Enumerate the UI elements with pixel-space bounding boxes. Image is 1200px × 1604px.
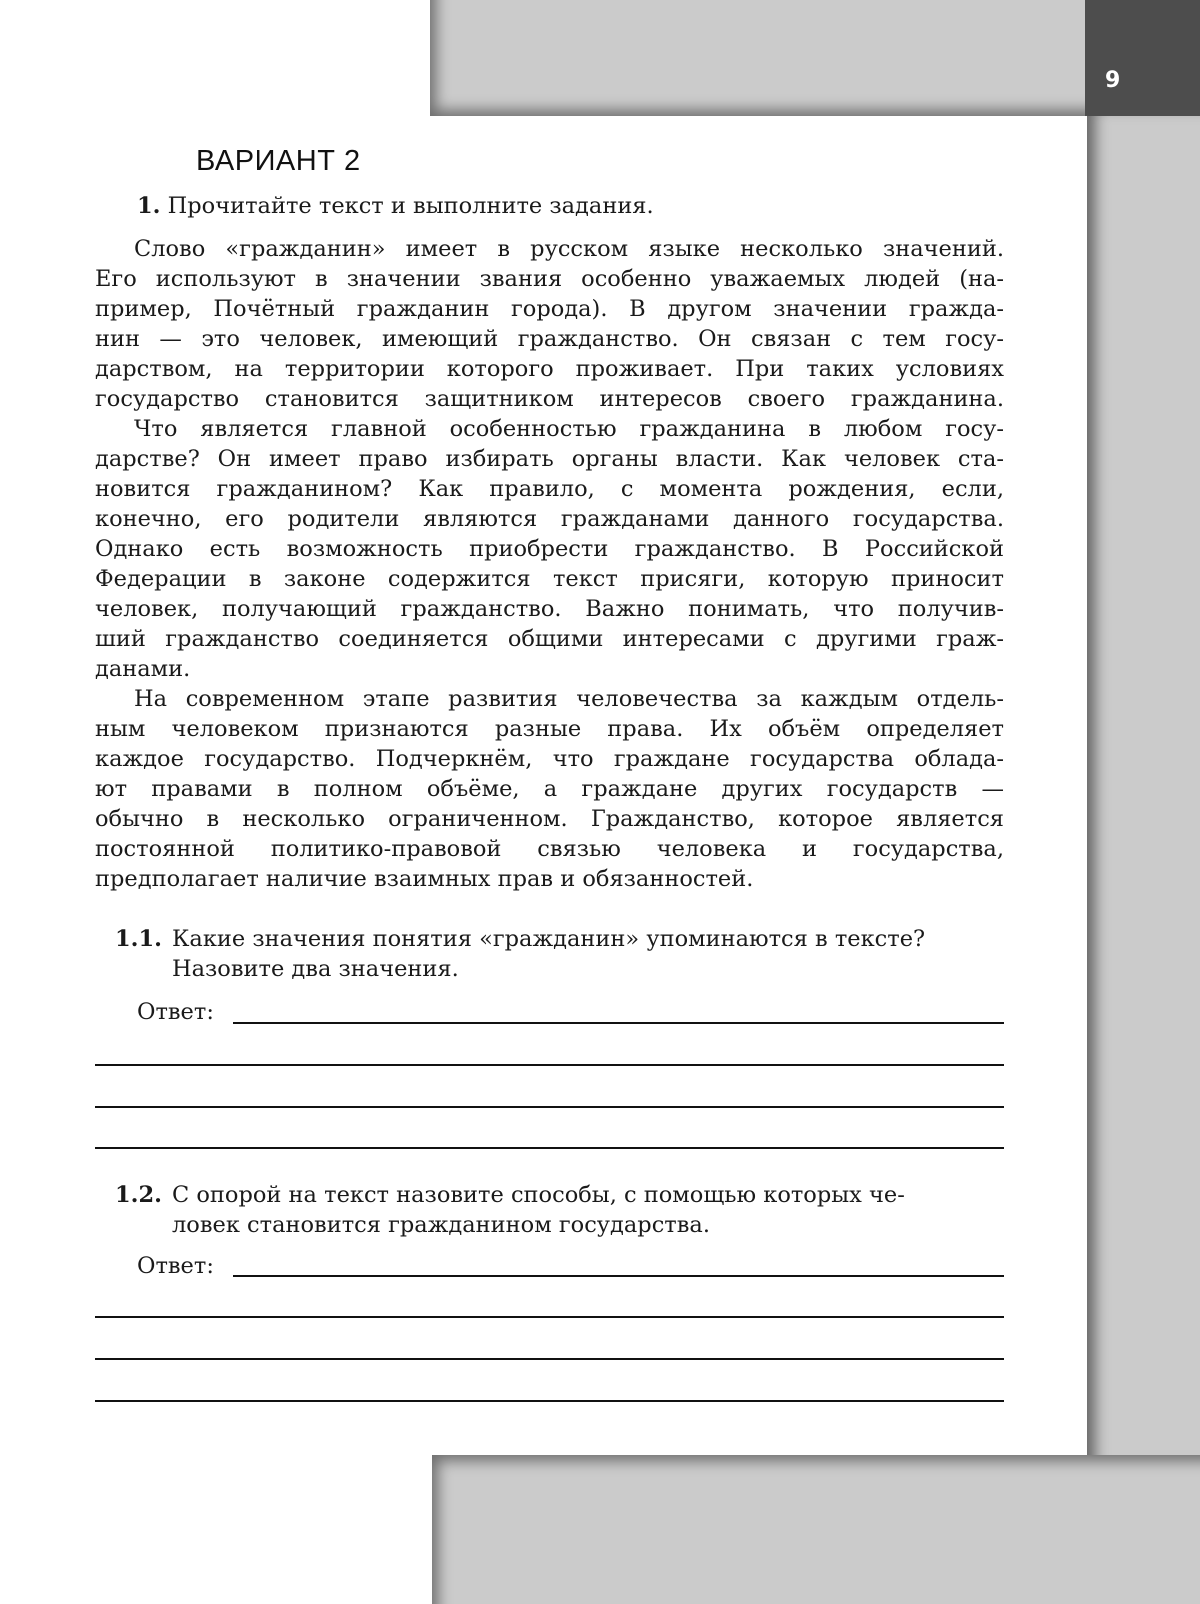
passage-line: человек, получающий гражданство. Важно понимать, что получив- (95, 596, 1004, 622)
passage-line: нин — это человек, имеющий гражданство. Он связан с тем госу- (95, 326, 1004, 352)
passage-line: ший гражданство соединяется общими интересами с другими граж- (95, 626, 1004, 652)
passage-line: данами. (95, 656, 191, 682)
passage-line: дарстве? Он имеет право избирать органы власти. Как человек ста- (95, 446, 1004, 472)
passage-line: новится гражданином? Как правило, с момента рождения, если, (95, 476, 1004, 502)
passage-line: Однако есть возможность приобрести гражданство. В Российской (95, 536, 1004, 562)
answer-line-2[interactable] (95, 1064, 1004, 1066)
answer-label: Ответ: (137, 999, 214, 1025)
answer-line-1[interactable] (233, 1022, 1004, 1024)
passage-line: государство становится защитником интересов своего гражданина. (95, 386, 1004, 412)
passage-line: ют правами в полном объёме, а граждане других государств — (95, 776, 1004, 802)
answer-line-4[interactable] (95, 1400, 1004, 1402)
answer-line-2[interactable] (95, 1316, 1004, 1318)
answer-line-1[interactable] (233, 1275, 1004, 1277)
right-margin-band (1087, 116, 1200, 1604)
answer-line-4[interactable] (95, 1147, 1004, 1149)
bottom-margin-band (432, 1455, 1200, 1604)
task-instruction-text: Прочитайте текст и выполните задания. (167, 193, 654, 219)
passage-line: На современном этапе развития человечества за каждым отдель- (134, 686, 1004, 712)
passage-line: конечно, его родители являются гражданами данного государства. (95, 506, 1004, 532)
task-instruction (137, 191, 654, 221)
passage-line: Что является главной особенностью гражданина в любом госу- (134, 416, 1004, 442)
top-margin-band (430, 0, 1086, 116)
answer-label: Ответ: (137, 1253, 214, 1279)
task-number: 1. (137, 193, 161, 219)
passage-line: предполагает наличие взаимных прав и обязанностей. (95, 866, 754, 892)
passage-line: ным человеком признаются разные права. Их объём определяет (95, 716, 1004, 742)
passage-line: обычно в несколько ограниченном. Гражданство, которое является (95, 806, 1004, 832)
question-number: 1.1. (115, 926, 162, 952)
page-number-tab (1085, 0, 1200, 116)
passage-line: Федерации в законе содержится текст присяги, которую приносит (95, 566, 1004, 592)
page-number: 9 (1105, 68, 1121, 93)
question-text-line: ловек становится гражданином государства. (172, 1212, 710, 1238)
question-text-line: С опорой на текст назовите способы, с помощью которых че- (172, 1182, 905, 1208)
question-text-line: Какие значения понятия «гражданин» упоминаются в тексте? (172, 926, 926, 952)
question-number: 1.2. (115, 1182, 162, 1208)
variant-heading: ВАРИАНТ 2 (196, 145, 361, 177)
answer-line-3[interactable] (95, 1106, 1004, 1108)
passage-line: пример, Почётный гражданин города). В другом значении гражда- (95, 296, 1004, 322)
passage-line: дарством, на территории которого проживает. При таких условиях (95, 356, 1004, 382)
passage-line: Его используют в значении звания особенно уважаемых людей (на- (95, 266, 1004, 292)
passage-line: постоянной политико-правовой связью человека и государства, (95, 836, 1004, 862)
passage-line: каждое государство. Подчеркнём, что граждане государства облада- (95, 746, 1004, 772)
answer-line-3[interactable] (95, 1358, 1004, 1360)
question-text-line: Назовите два значения. (172, 956, 459, 982)
passage-line: Слово «гражданин» имеет в русском языке несколько значений. (134, 236, 1004, 262)
